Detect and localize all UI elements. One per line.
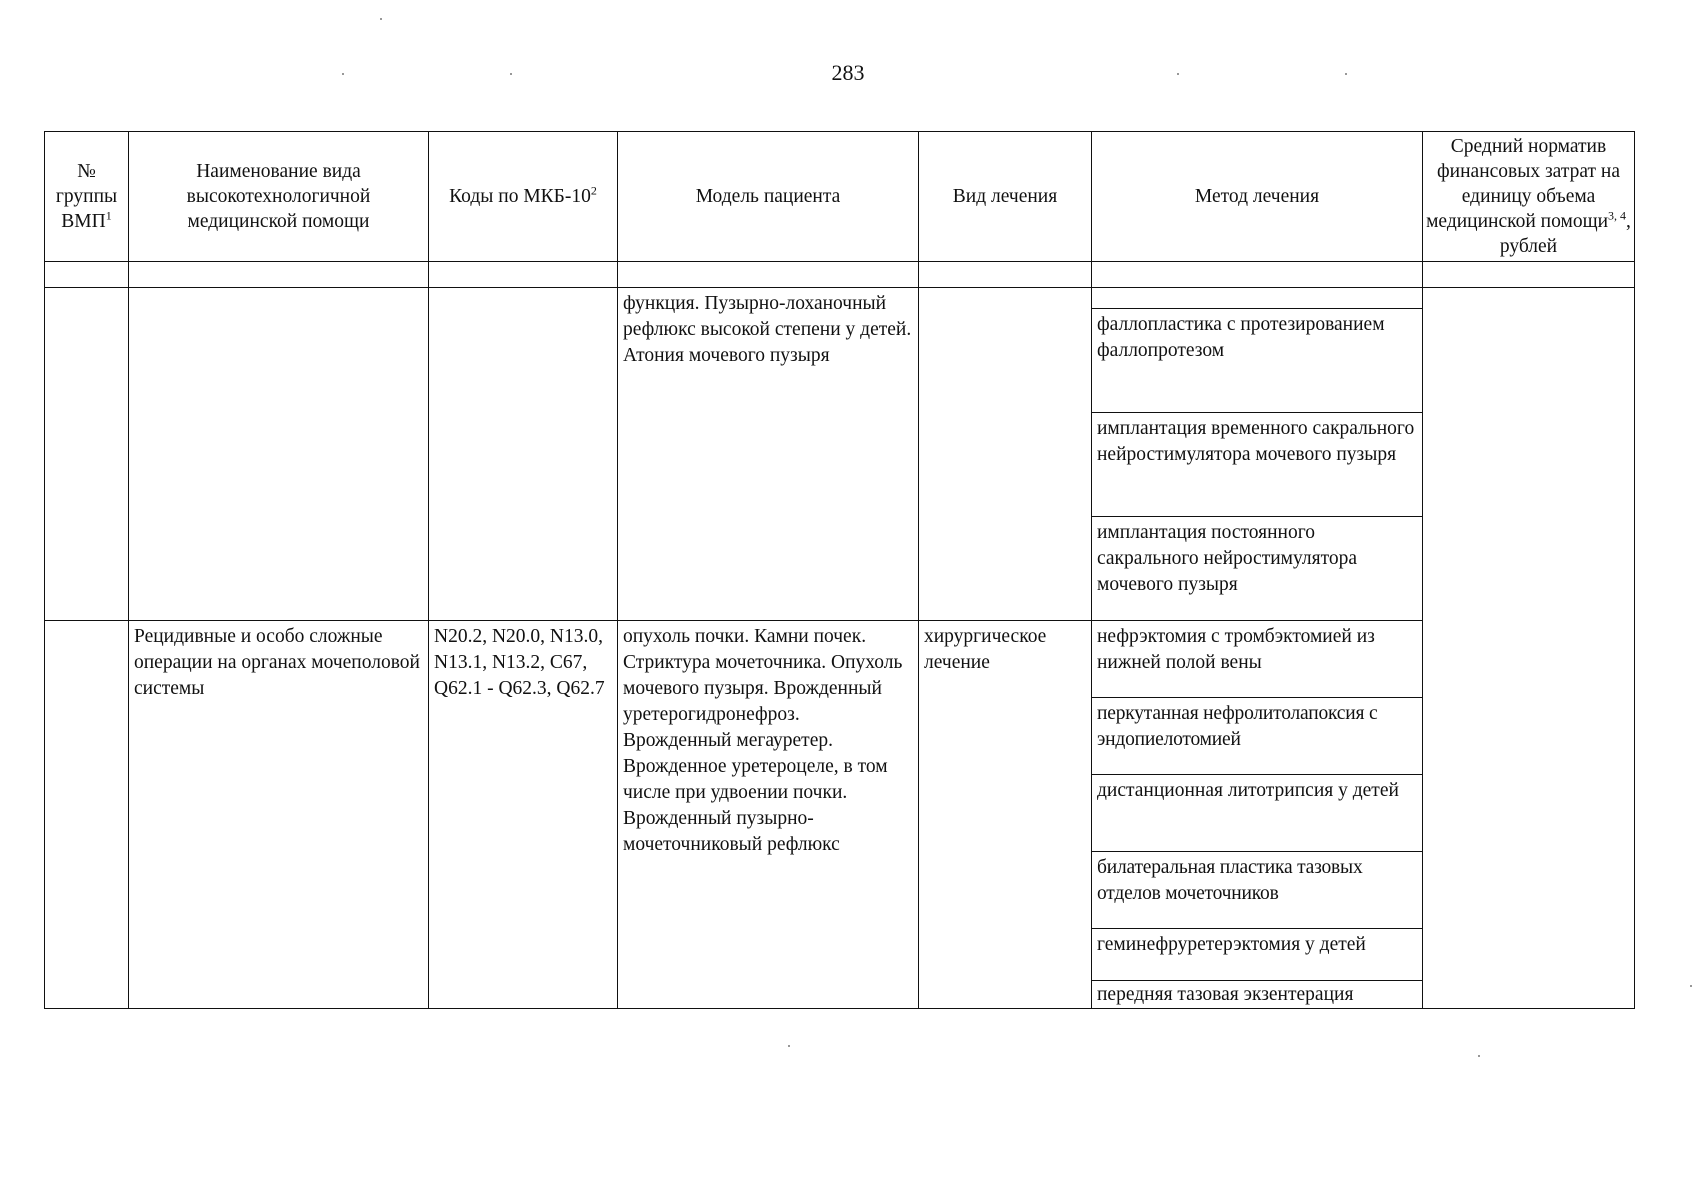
continued-model-cell: функция. Пузырно-лоханочный рефлюкс высокой степени у детей. Атония мочевого пузыря: [618, 288, 919, 621]
cost-cell: [1423, 288, 1635, 1009]
section-name-cell: Рецидивные и особо сложные операции на органах мочеполовой системы: [129, 621, 429, 1009]
method-cell: нефрэктомия с тромбэктомией из нижней полой вены: [1092, 621, 1423, 698]
method-cell: билатеральная пластика тазовых отделов мочеточников: [1092, 852, 1423, 929]
method-cell: фаллопластика с протезированием фаллопротезом: [1092, 309, 1423, 413]
section-group-cell: [45, 621, 129, 1009]
scan-speck: [342, 73, 344, 75]
method-cell: передняя тазовая экзентерация: [1092, 981, 1423, 1009]
section-model-cell: опухоль почки. Камни почек. Стриктура мочеточника. Опухоль мочевого пузыря. Врожденный уретерогидронефроз. Врожденный мегауретер. Врожденное уретероцеле, в том числе при удвоении почки. Врожденный пузырно-мочеточниковый рефлюкс: [618, 621, 919, 1009]
scan-speck: [1478, 1055, 1480, 1057]
vmp-table: [44, 131, 1635, 1009]
header-method: Метод лечения: [1092, 132, 1423, 262]
page-number: 283: [831, 60, 865, 85]
method-cell: перкутанная нефролитолапоксия с эндопиелотомией: [1092, 698, 1423, 775]
scan-speck: [1177, 73, 1179, 75]
continued-codes-cell: [429, 288, 618, 621]
header-name: Наименование вида высокотехнологичной медицинской помощи: [129, 132, 429, 262]
scan-speck: [1690, 985, 1692, 987]
section-row: [45, 621, 1635, 698]
header-codes: Коды по МКБ-$10^2$: [429, 132, 618, 262]
continued-group-cell: [45, 288, 129, 621]
scan-speck: [788, 1045, 790, 1047]
method-cell: имплантация временного сакрального нейростимулятора мочевого пузыря: [1092, 413, 1423, 517]
method-cell: геминефруретерэктомия у детей: [1092, 929, 1423, 981]
continued-row: [45, 288, 1635, 309]
column-number-row: [45, 262, 1635, 288]
continued-method-empty: [1092, 288, 1423, 309]
method-cell: дистанционная литотрипсия у детей: [1092, 775, 1423, 852]
section-codes-cell: N20.2, N20.0, N13.0, N13.1, N13.2, C67, Q62.1 - Q62.3, Q62.7: [429, 621, 618, 1009]
header-model: Модель пациента: [618, 132, 919, 262]
scan-speck: [380, 18, 382, 20]
method-cell: имплантация постоянного сакрального нейростимулятора мочевого пузыря: [1092, 517, 1423, 621]
section-treatment-cell: хирургическое лечение: [919, 621, 1092, 1009]
header-cost: Средний норматив финансовых затрат на единицу объема медицинской помощи$^{3, 4}$, рублей: [1423, 132, 1635, 262]
continued-name-cell: [129, 288, 429, 621]
header-group-no: № группы ВМП$^1$: [45, 132, 129, 262]
continued-treatment-cell: [919, 288, 1092, 621]
header-row: [45, 132, 1635, 262]
header-treatment-type: Вид лечения: [919, 132, 1092, 262]
scan-speck: [1345, 73, 1347, 75]
scan-speck: [510, 73, 512, 75]
